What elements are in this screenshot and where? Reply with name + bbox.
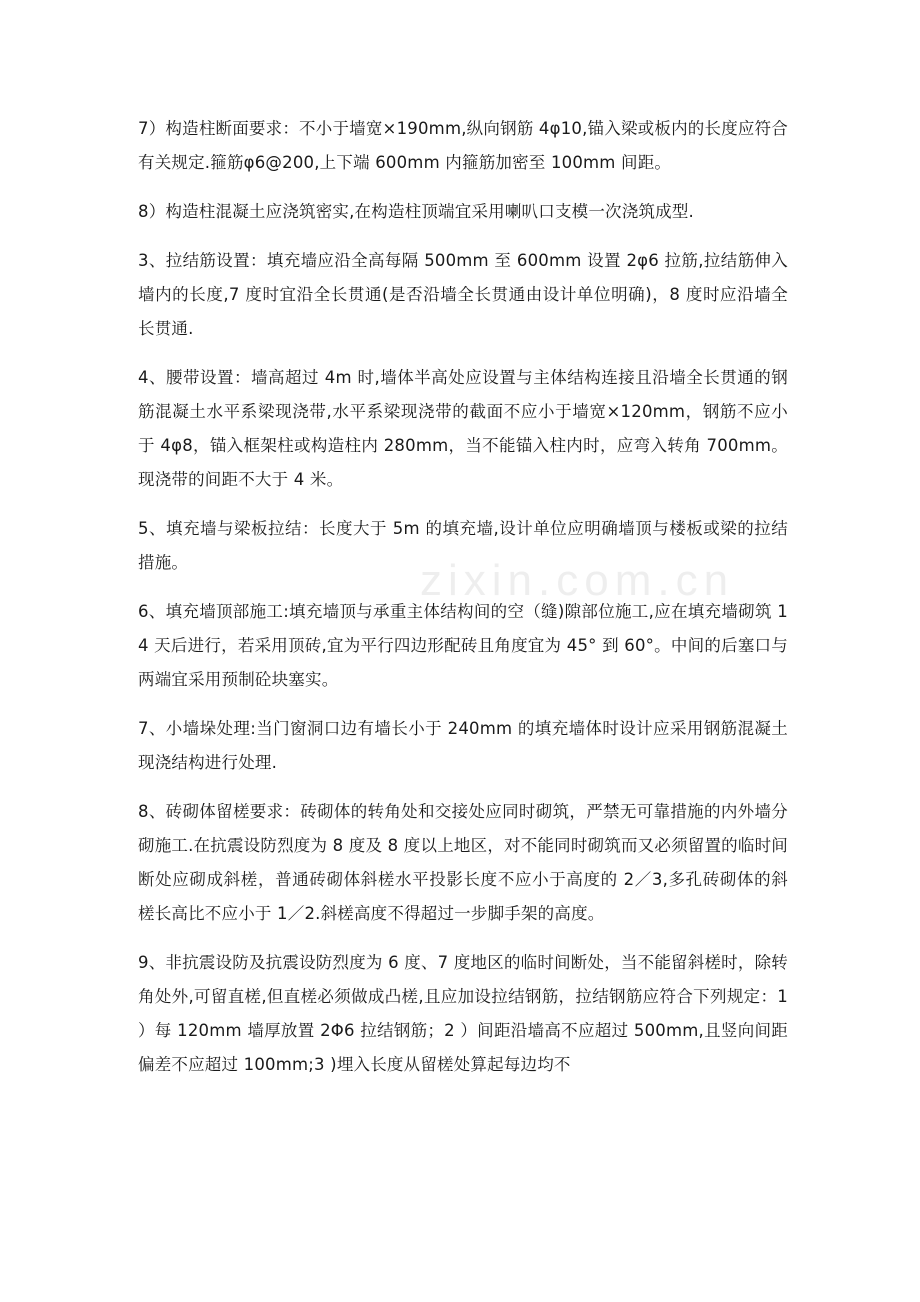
paragraph-6-wall-top: 6、填充墙顶部施工:填充墙顶与承重主体结构间的空（缝)隙部位施工,应在填充墙砌筑 14 天后进行，若采用顶砖,宜为平行四边形配砖且角度宜为 45° 到 60°。中间的后塞口与两端宜采用预制砼块塞实。 xyxy=(138,602,788,689)
paragraph-3-tie-bars: 3、拉结筋设置：填充墙应沿全高每隔 500mm 至 600mm 设置 2φ6 拉筋,拉结筋伸入墙内的长度,7 度时宜沿全长贯通(是否沿墙全长贯通由设计单位明确)，8 度时应沿墙全长贯通. xyxy=(138,251,788,338)
paragraph-8-column-concrete: 8）构造柱混凝土应浇筑密实,在构造柱顶端宜采用喇叭口支模一次浇筑成型. xyxy=(138,202,694,221)
paragraph-9-non-seismic: 9、非抗震设防及抗震设防烈度为 6 度、7 度地区的临时间断处，当不能留斜槎时，除转角处外,可留直槎,但直槎必须做成凸槎,且应加设拉结钢筋，拉结钢筋应符合下列规定：1 ）每 120mm 墙厚放置 2Φ6 拉结钢筋；2 ）间距沿墙高不应超过 500mm,且竖向间距偏差不应超过 100mm;3 )埋入长度从留槎处算起每边均不 xyxy=(138,953,788,1074)
paragraph-5-wall-slab-tie: 5、填充墙与梁板拉结：长度大于 5m 的填充墙,设计单位应明确墙顶与楼板或梁的拉结措施。 xyxy=(138,519,788,572)
watermark: zixin.com.cn xyxy=(420,556,735,605)
paragraph-8-toothing: 8、砖砌体留槎要求：砖砌体的转角处和交接处应同时砌筑，严禁无可靠措施的内外墙分砌施工.在抗震设防烈度为 8 度及 8 度以上地区，对不能同时砌筑而又必须留置的临时间断处应砌成斜槎，普通砖砌体斜槎水平投影长度不应小于高度的 2／3,多孔砖砌体的斜槎长高比不应小于 1／2.斜槎高度不得超过一步脚手架的高度。 xyxy=(138,802,788,923)
paragraph-7-column-section: 7）构造柱断面要求：不小于墙宽×190mm,纵向钢筋 4φ10,锚入梁或板内的长度应符合有关规定.箍筋φ6@200,上下端 600mm 内箍筋加密至 100mm 间距。 xyxy=(138,119,788,172)
document-body xyxy=(138,112,788,1097)
paragraph-7-small-pier: 7、小墙垛处理:当门窗洞口边有墙长小于 240mm 的填充墙体时设计应采用钢筋混凝土现浇结构进行处理. xyxy=(138,719,788,772)
paragraph-4-waist-band: 4、腰带设置：墙高超过 4m 时,墙体半高处应设置与主体结构连接且沿墙全长贯通的钢筋混凝土水平系梁现浇带,水平系梁现浇带的截面不应小于墙宽×120mm，钢筋不应小于 4φ8，锚入框架柱或构造柱内 280mm，当不能锚入柱内时，应弯入转角 700mm。现浇带的间距不大于 4 米。 xyxy=(138,368,788,489)
